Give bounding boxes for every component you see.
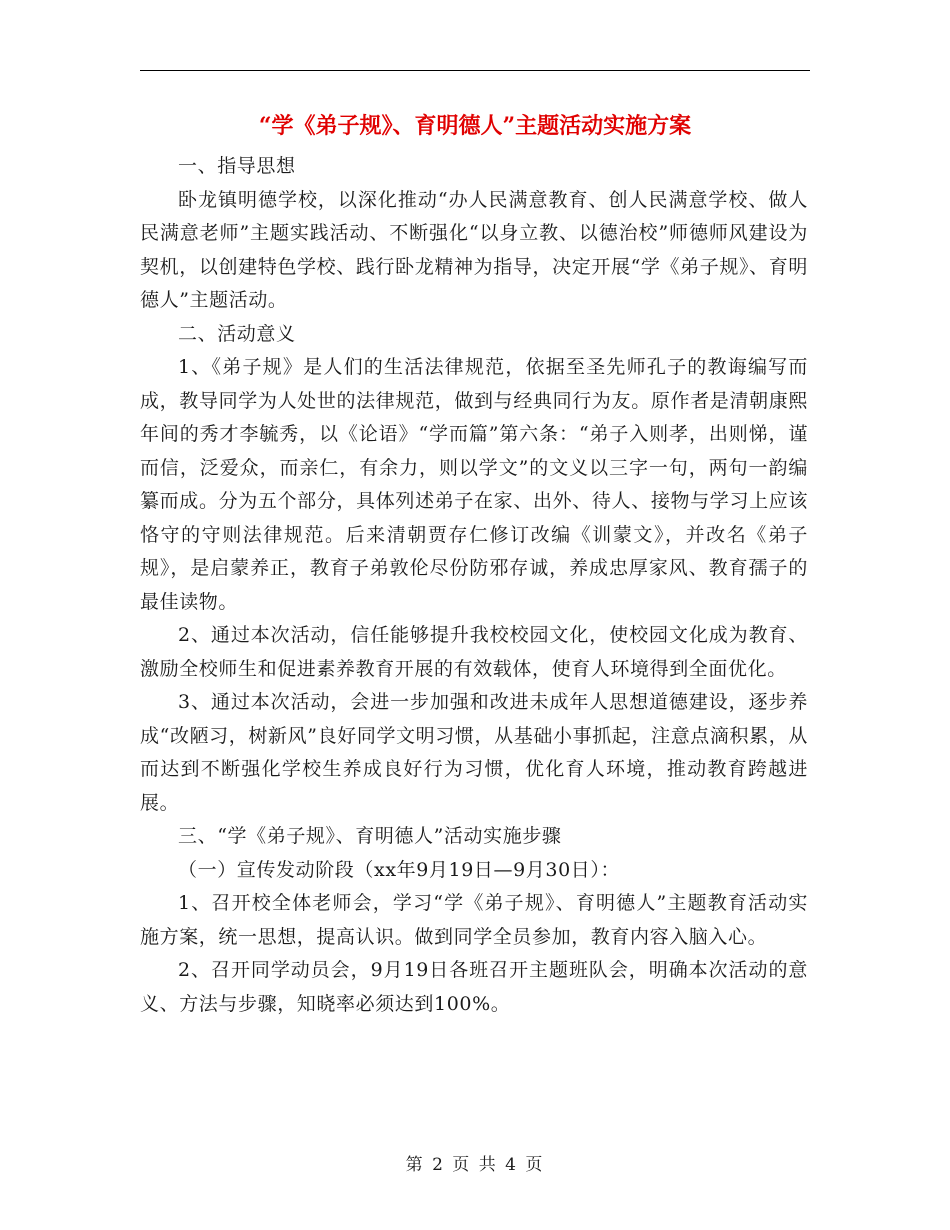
paragraph: 3、通过本次活动，会进一步加强和改进未成年人思想道德建设，逐步养成“改陋习，树新风”良好同学文明习惯，从基础小事抓起，注意点滴积累，从而达到不断强化学校生养成良好行为习惯，优化育人环境，推动教育跨越进展。 [140, 691, 808, 814]
section-heading-implementation-steps: 三、“学《弟子规》、育明德人”活动实施步骤 [178, 825, 562, 847]
paragraph: 2、通过本次活动，信任能够提升我校校园文化，使校园文化成为教育、激励全校师生和促进素养教育开展的有效载体，使育人环境得到全面优化。 [140, 624, 808, 680]
paragraph: 卧龙镇明德学校，以深化推动“办人民满意教育、创人民满意学校、做人民满意老师”主题实践活动、不断强化“以身立教、以德治校”师德师风建设为契机，以创建特色学校、践行卧龙精神为指导，决定开展“学《弟子规》、育明德人”主题活动。 [140, 188, 808, 311]
header-rule [140, 70, 810, 71]
document-title: “学《弟子规》、育明德人”主题活动实施方案 [258, 113, 692, 139]
paragraph: 2、召开同学动员会，9月19日各班召开主题班队会，明确本次活动的意义、方法与步骤，知晓率必须达到100%。 [140, 959, 808, 1015]
document-body [140, 150, 808, 1021]
subsection-heading-publicity-stage: （一）宣传发动阶段（xx年9月19日—9月30日）： [178, 858, 621, 881]
section-heading-guiding-ideology: 一、指导思想 [178, 155, 296, 177]
page-number: 第 2 页 共 4 页 [405, 1155, 545, 1175]
section-heading-activity-significance: 二、活动意义 [178, 322, 296, 345]
paragraph: 1、召开校全体老师会，学习“学《弟子规》、育明德人”主题教育活动实施方案，统一思想，提高认识。做到同学全员参加，教育内容入脑入心。 [140, 892, 808, 948]
paragraph: 1、《弟子规》是人们的生活法律规范，依据至圣先师孔子的教诲编写而成，教导同学为人处世的法律规范，做到与经典同行为友。原作者是清朝康熙年间的秀才李毓秀，以《论语》“学而篇”第六条：“弟子入则孝，出则悌，谨而信，泛爱众，而亲仁，有余力，则以学文”的文义以三字一句，两句一韵编纂而成。分为五个部分，具体列述弟子在家、出外、待人、接物与学习上应该恪守的守则法律规范。后来清朝贾存仁修订改编《训蒙文》，并改名《弟子规》，是启蒙养正，教育子弟敦伦尽份防邪存诚，养成忠厚家风、教育孺子的最佳读物。 [140, 356, 808, 613]
